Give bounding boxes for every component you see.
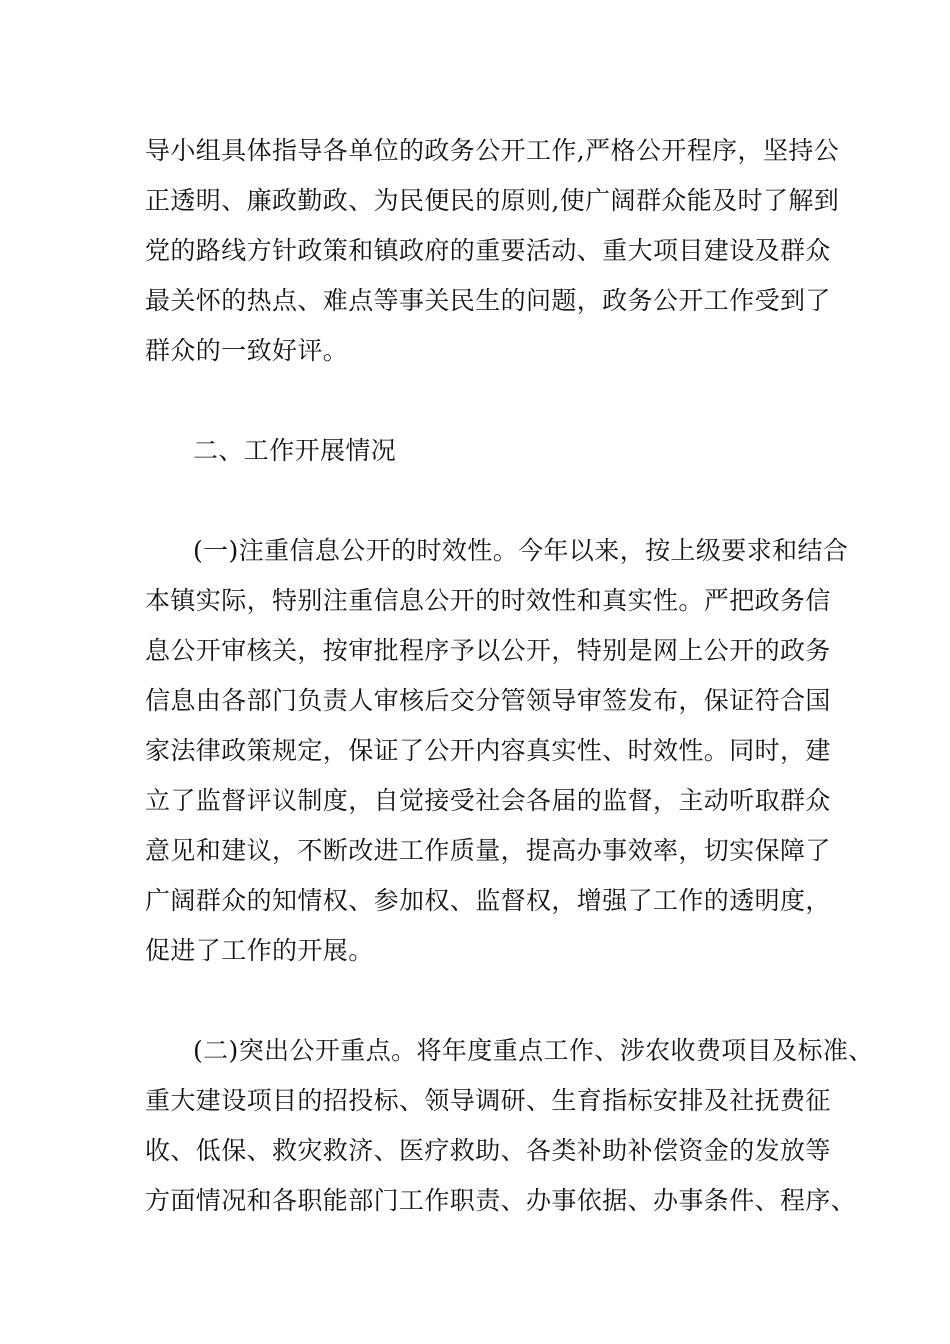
text-line: 最关怀的热点、难点等事关民生的问题，政务公开工作受到了 [145, 286, 831, 315]
text-line: 导小组具体指导各单位的政务公开工作,严格公开程序，坚持公 [145, 136, 840, 165]
text-line: (一)注重信息公开的时效性。今年以来，按上级要求和结合 [193, 536, 849, 565]
text-line: 广阔群众的知情权、参加权、监督权，增强了工作的透明度， [145, 886, 831, 915]
text-line: 党的路线方针政策和镇政府的重要活动、重大项目建设及群众 [145, 236, 831, 265]
text-line: (二)突出公开重点。将年度重点工作、涉农收费项目及标准、 [193, 1036, 874, 1065]
text-line: 收、低保、救灾救济、医疗救助、各类补助补偿资金的发放等 [145, 1136, 831, 1165]
text-line: 信息由各部门负责人审核后交分管领导审签发布，保证符合国 [145, 686, 831, 715]
section-heading: 二、工作开展情况 [193, 436, 397, 465]
text-line: 方面情况和各职能部门工作职责、办事依据、办事条件、程序、 [145, 1186, 857, 1215]
text-line: 家法律政策规定，保证了公开内容真实性、时效性。同时，建 [145, 736, 831, 765]
text-line: 促进了工作的开展。 [145, 936, 374, 965]
text-line: 息公开审核关，按审批程序予以公开，特别是网上公开的政务 [145, 636, 831, 665]
text-line: 意见和建议，不断改进工作质量，提高办事效率，切实保障了 [145, 836, 831, 865]
text-line: 本镇实际，特别注重信息公开的时效性和真实性。严把政务信 [145, 586, 831, 615]
text-line: 立了监督评议制度，自觉接受社会各届的监督，主动听取群众 [145, 786, 831, 815]
text-line: 重大建设项目的招投标、领导调研、生育指标安排及社抚费征 [145, 1086, 831, 1115]
text-line: 群众的一致好评。 [145, 336, 349, 365]
text-line: 正透明、廉政勤政、为民便民的原则,使广阔群众能及时了解到 [145, 186, 840, 215]
